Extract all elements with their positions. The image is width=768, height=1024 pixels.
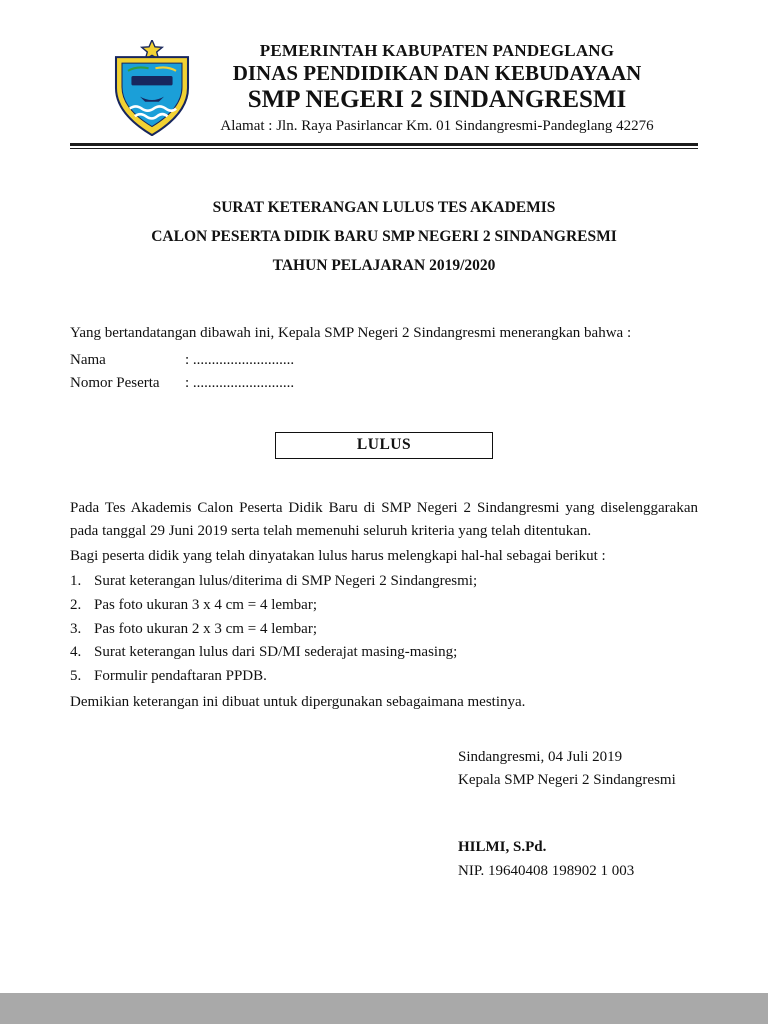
list-item <box>70 594 698 618</box>
list-item-number: 3. <box>70 620 82 637</box>
list-item <box>70 570 698 594</box>
list-item <box>70 665 698 689</box>
list-item <box>70 641 698 665</box>
department-name: DINAS PENDIDIKAN DAN KEBUDAYAAN <box>232 60 642 85</box>
list-item-text: Surat keterangan lulus dari SD/MI sederajat masing-masing; <box>94 644 458 661</box>
list-item-text: Pas foto ukuran 3 x 4 cm = 4 lembar; <box>94 596 318 613</box>
result-box: LULUS <box>275 432 493 459</box>
list-item-text: Pas foto ukuran 2 x 3 cm = 4 lembar; <box>94 620 318 637</box>
requirements-list <box>70 570 698 688</box>
title-line-2: CALON PESERTA DIDIK BARU SMP NEGERI 2 SINDANGRESMI <box>151 228 617 245</box>
pandeglang-coat-of-arms-icon <box>108 40 196 136</box>
signature-role: Kepala SMP Negeri 2 Sindangresmi <box>458 772 676 789</box>
signature-place-date: Sindangresmi, 04 Juli 2019 <box>458 748 623 765</box>
list-item-text: Formulir pendaftaran PPDB. <box>94 668 267 684</box>
signature-block <box>458 746 698 883</box>
title-line-3: TAHUN PELAJARAN 2019/2020 <box>272 257 496 274</box>
document-title <box>70 199 698 275</box>
field-nama <box>70 349 698 372</box>
list-item-number: 2. <box>70 596 82 613</box>
letterhead-divider <box>70 143 698 149</box>
field-nama-value: : ........................... <box>185 352 295 368</box>
list-item-number: 4. <box>70 644 82 661</box>
closing-text: Demikian keterangan ini dibuat untuk dipergunakan sebagaimana mestinya. <box>70 693 526 710</box>
paragraph-2: Bagi peserta didik yang telah dinyatakan lulus harus melengkapi hal-hal sebagai berikut : <box>70 548 606 564</box>
field-nomor-peserta <box>70 372 698 395</box>
field-nomor-peserta-label: Nomor Peserta <box>70 375 160 392</box>
field-nomor-peserta-value: : ........................... <box>185 375 295 392</box>
list-item-number: 5. <box>70 668 82 684</box>
intro-text: Yang bertandatangan dibawah ini, Kepala SMP Negeri 2 Sindangresmi menerangkan bahwa : <box>70 325 632 341</box>
field-nama-label: Nama <box>70 352 106 368</box>
list-item-text: Surat keterangan lulus/diterima di SMP Negeri 2 Sindangresmi; <box>94 573 478 590</box>
paragraph-1: Pada Tes Akademis Calon Peserta Didik Baru di SMP Negeri 2 Sindangresmi yang diselenggarakan pada tanggal 29 Juni 2019 serta telah memenuhi seluruh kriteria yang telah ditentukan. <box>70 499 698 539</box>
title-line-1: SURAT KETERANGAN LULUS TES AKADEMIS <box>212 199 556 216</box>
list-item <box>70 618 698 642</box>
school-name: SMP NEGERI 2 SINDANGRESMI <box>247 86 627 114</box>
letterhead-text <box>196 41 698 136</box>
list-item-number: 1. <box>70 573 82 590</box>
school-address: Alamat : Jln. Raya Pasirlancar Km. 01 Sindangresmi-Pandeglang 42276 <box>220 117 654 134</box>
signature-name: HILMI, S.Pd. <box>458 839 547 856</box>
government-name: PEMERINTAH KABUPATEN PANDEGLANG <box>259 40 615 60</box>
fields <box>70 349 698 396</box>
letterhead <box>70 40 698 136</box>
signature-nip: NIP. 19640408 198902 1 003 <box>458 862 635 879</box>
